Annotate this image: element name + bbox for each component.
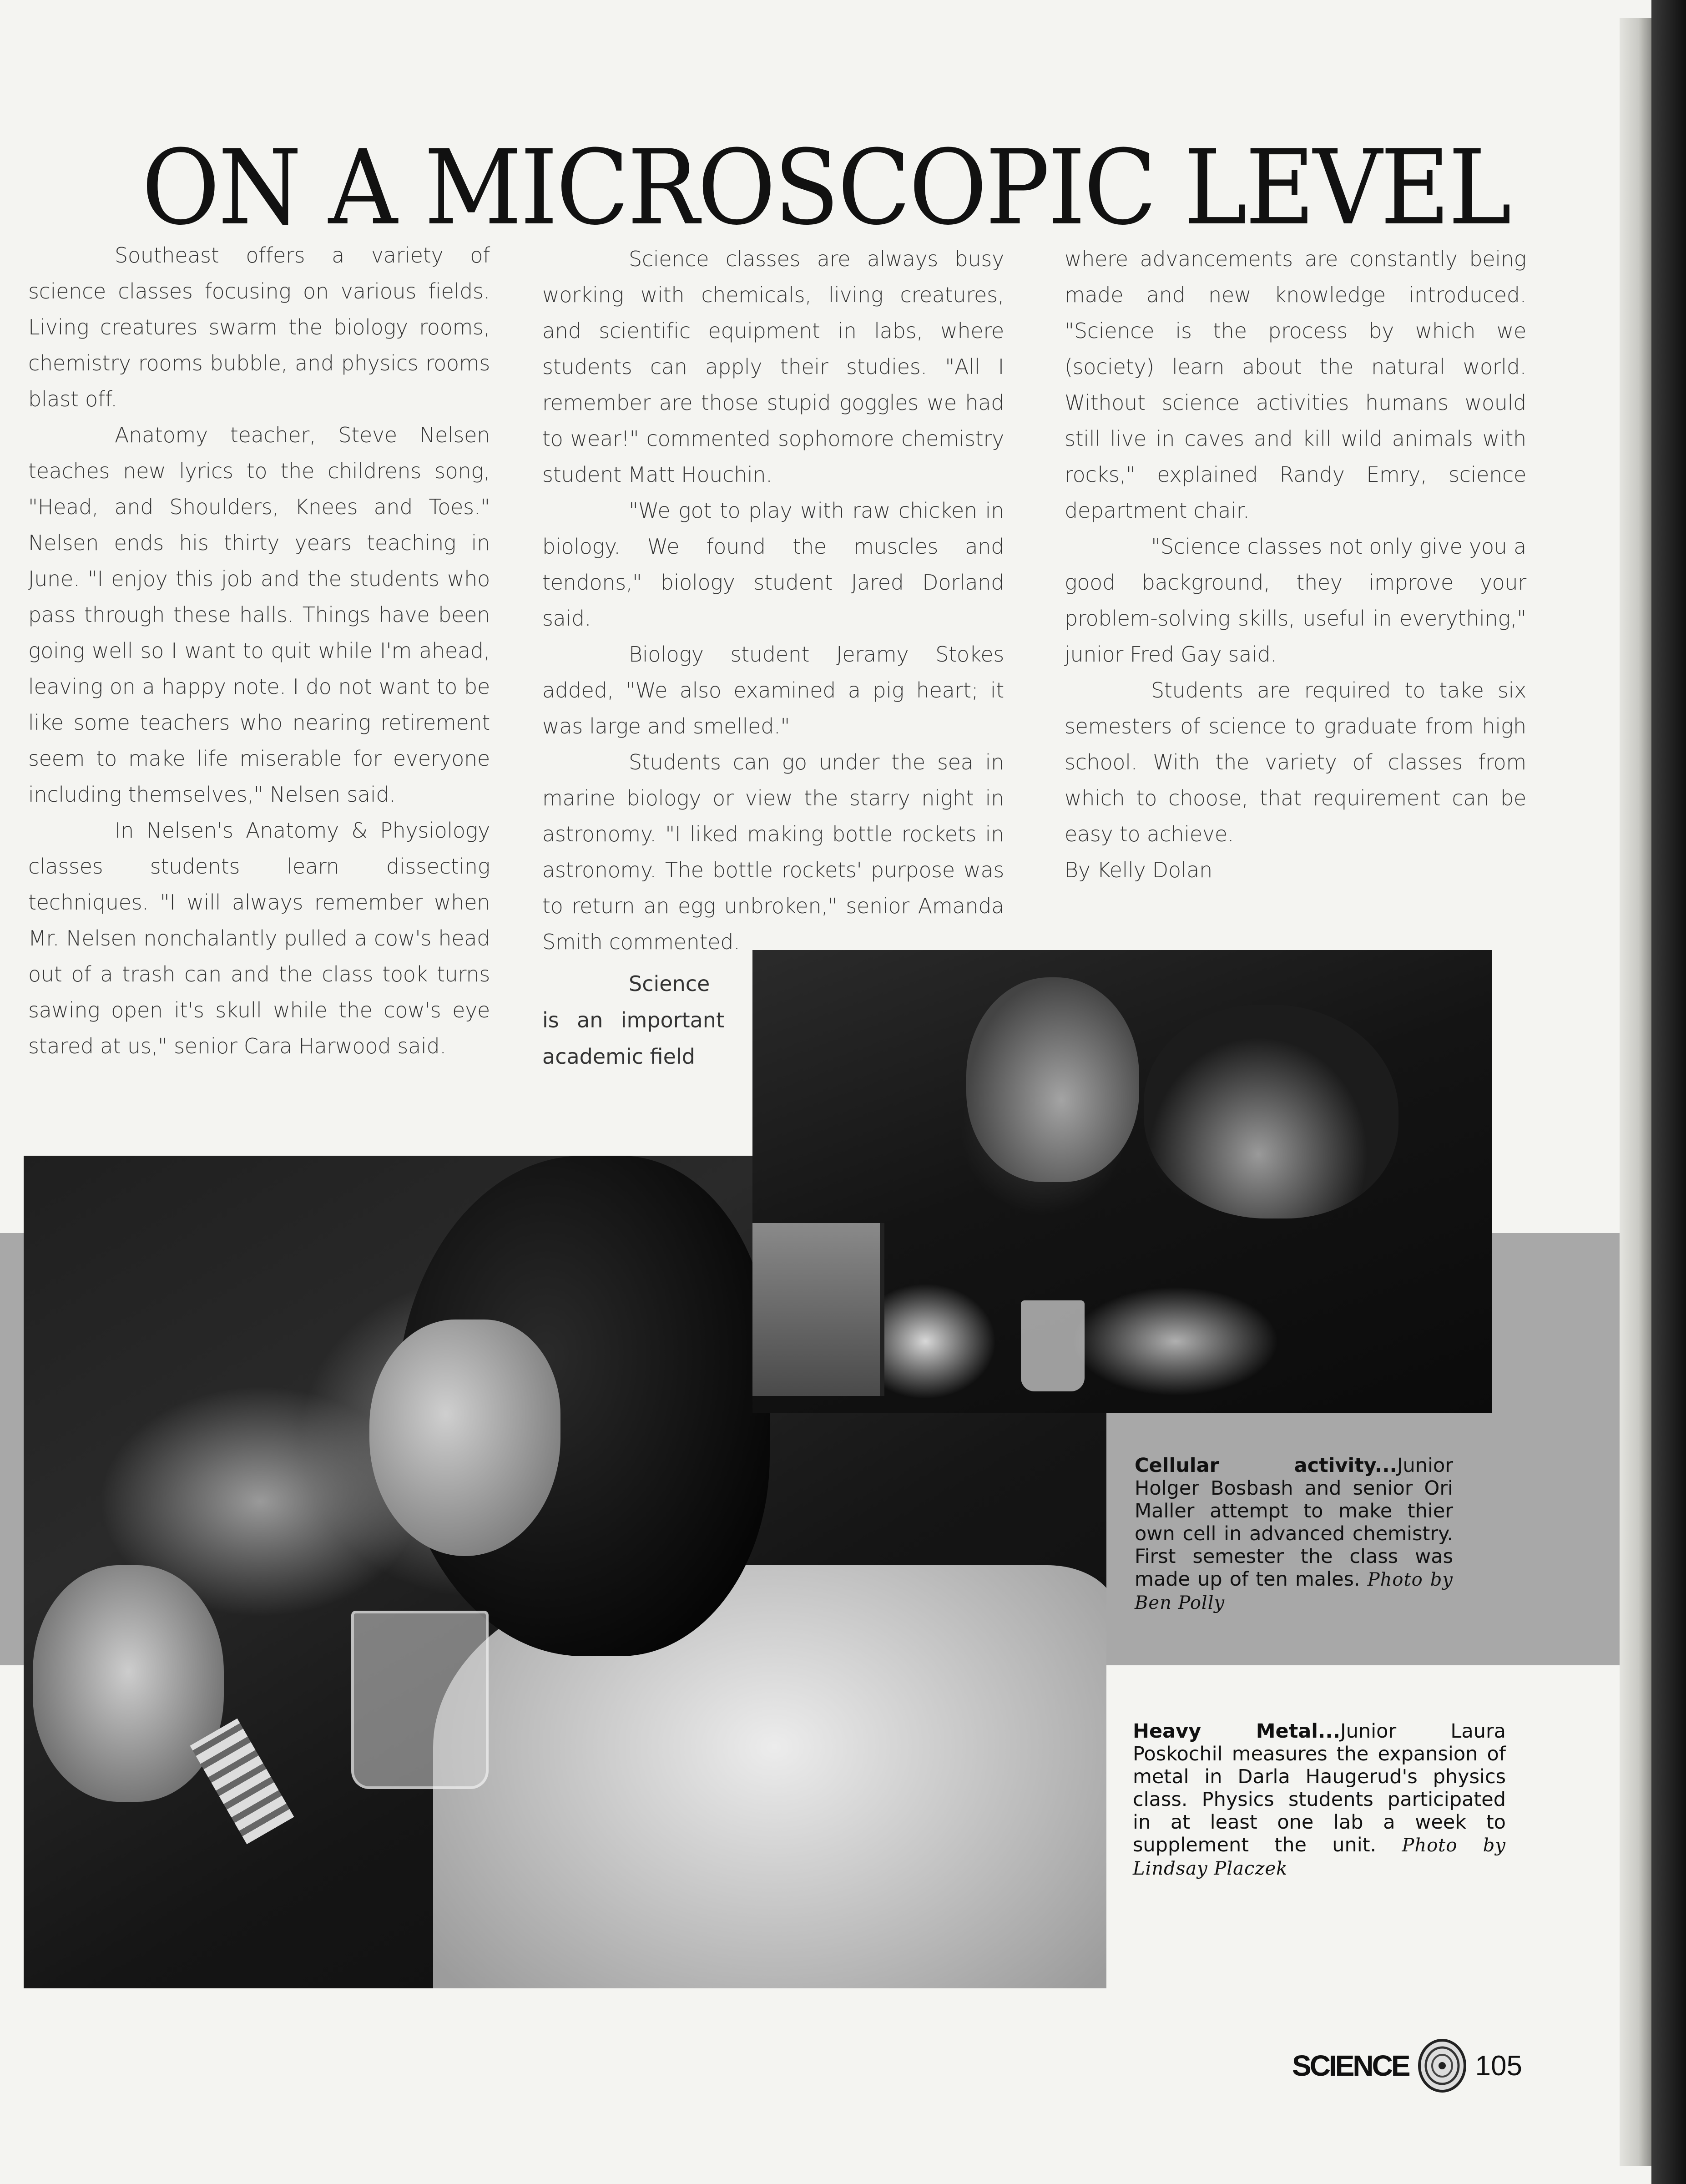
page-title: ON A MICROSCOPIC LEVEL [141,127,1510,248]
paragraph: Science classes are always busy working with chemicals, living creatures, and scientific equipment in labs, where students can apply their studies. "All I remember are those stupid goggles we had to wear!" commented sophomore chemistry student Matt Houchin. [542,247,1004,487]
photo-caption-cellular [1135,1454,1453,1614]
paragraph: Biology student Jeramy Stokes added, "We also examined a pig heart; it was large and smelled." [542,642,1004,738]
paragraph: "Science classes not only give you a good background, they improve your problem-solving skills, useful in everything," junior Fred Gay said. [1065,534,1526,667]
page-footer [1292,2038,1522,2093]
paragraph: where advancements are constantly being made and new knowledge introduced. "Science is the process by which we (society) learn about the natural world. Without science activities humans would still live in caves and kill wild animals with rocks," explained Randy Emry, science department chair. [1065,247,1526,523]
article-column-2 [542,241,1004,960]
article-column-1 [28,238,490,1064]
photo-figure [1144,1005,1398,1218]
photo-chemistry-lab [752,950,1492,1413]
paragraph: Students can go under the sea in marine biology or view the starry night in astronomy. "I liked making bottle rockets in astronomy. The bottle rockets' purpose was to return an egg unbroken," senior Amanda Smith commented. [542,750,1004,954]
page-edge [1620,18,1651,2166]
photo-credit: Photo by Ben Polly [1135,1569,1453,1613]
byline: By Kelly Dolan [1065,858,1213,882]
paragraph: "We got to play with raw chicken in biology. We found the muscles and tendons," biology student Jared Dorland said. [542,498,1004,631]
photo-figure [33,1565,224,1802]
photo-beaker [351,1611,489,1789]
paragraph: Students are required to take six semesters of science to graduate from high school. With the variety of classes from which to choose, that requirement can be easy to achieve. [1065,678,1526,846]
photo-caption-metal [1133,1720,1506,1880]
nautilus-shell-icon [1417,2038,1467,2093]
paragraph: Science is an important academic field [542,971,724,1069]
article-column-2-tail [542,966,724,1075]
article-column-3 [1065,241,1526,888]
binding-shadow [1651,0,1686,2184]
page-number: 105 [1475,2050,1522,2082]
photo-figure [369,1320,560,1556]
photo-watch [190,1719,294,1845]
caption-body: Junior Holger Bosbash and senior Ori Maller attempt to make thier own cell in advanced chemistry. First semester the class was made up of ten males. [1135,1454,1453,1591]
caption-body: Junior Laura Poskochil measures the expansion of metal in Darla Haugerud's physics class. Physics students participated in at least one lab a week to supplement the unit. [1133,1720,1506,1856]
caption-head: Heavy Metal... [1133,1720,1341,1743]
photo-credit: Photo by Lindsay Placzek [1133,1835,1506,1879]
paragraph: Anatomy teacher, Steve Nelsen teaches new lyrics to the childrens song, "Head, and Shoulders, Knees and Toes." Nelsen ends his thirty years teaching in June. "I enjoy this job and the students who pass through these halls. Things have been going well so I want to quit while I'm ahead, leaving on a happy note. I do not want to be like some teachers who nearing retirement seem to make life miserable for everyone including themselves," Nelsen said. [28,423,490,807]
footer-section-label: SCIENCE [1292,2049,1409,2082]
photo-beaker [1021,1300,1085,1391]
photo-figure [966,977,1139,1182]
photo-device [752,1223,884,1396]
caption-head: Cellular activity... [1135,1454,1397,1477]
paragraph: Southeast offers a variety of science classes focusing on various fields. Living creatures swarm the biology rooms, chemistry rooms bubble, and physics rooms blast off. [28,243,490,411]
paragraph: In Nelsen's Anatomy & Physiology classes students learn dissecting techniques. "I will always remember when Mr. Nelsen nonchalantly pulled a cow's head out of a trash can and the class took turns sawing open it's skull while the cow's eye stared at us," senior Cara Harwood said. [28,818,490,1058]
